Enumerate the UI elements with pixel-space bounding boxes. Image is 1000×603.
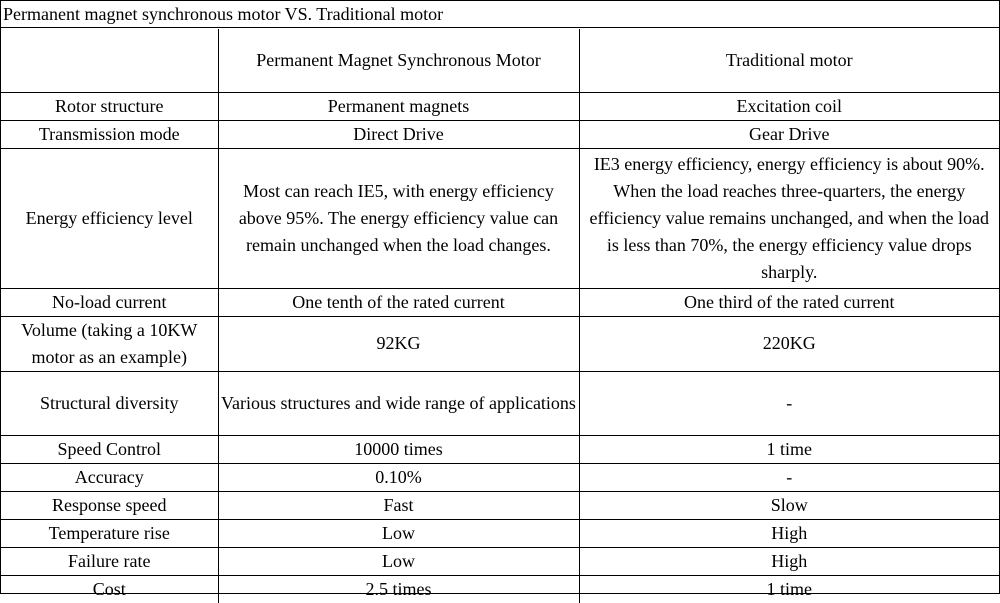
row-label: Rotor structure [1,92,218,120]
row-label: Failure rate [1,547,218,575]
pmsm-value: 92KG [218,316,579,371]
traditional-value: Excitation coil [579,92,999,120]
table-row [1,463,999,491]
traditional-value: One third of the rated current [579,288,999,316]
header-cell-empty [1,29,218,92]
comparison-table [1,29,999,603]
pmsm-value: 2.5 times [218,575,579,603]
pmsm-value: Fast [218,491,579,519]
header-cell-pmsm: Permanent Magnet Synchronous Motor [218,29,579,92]
table-row [1,371,999,435]
pmsm-value: Most can reach IE5, with energy efficiency above 95%. The energy efficiency value can remain unchanged when the load changes. [218,148,579,288]
table-title: Permanent magnet synchronous motor VS. Traditional motor [1,1,999,28]
row-label: No-load current [1,288,218,316]
header-cell-traditional: Traditional motor [579,29,999,92]
traditional-value: Gear Drive [579,120,999,148]
table-row [1,316,999,371]
table-row [1,575,999,603]
traditional-value: - [579,371,999,435]
table-row [1,519,999,547]
row-label: Cost [1,575,218,603]
traditional-value: High [579,547,999,575]
table-row [1,148,999,288]
table-row [1,547,999,575]
table-row [1,288,999,316]
pmsm-value: 0.10% [218,463,579,491]
traditional-value: IE3 energy efficiency, energy efficiency is about 90%. When the load reaches three-quarters, the energy efficiency value remains unchanged, and when the load is less than 70%, the energy efficiency value drops sharply. [579,148,999,288]
row-label: Speed Control [1,435,218,463]
pmsm-value: Low [218,547,579,575]
pmsm-value: 10000 times [218,435,579,463]
traditional-value: 1 time [579,435,999,463]
row-label: Response speed [1,491,218,519]
table-row [1,120,999,148]
row-label: Transmission mode [1,120,218,148]
header-row [1,29,999,92]
row-label: Energy efficiency level [1,148,218,288]
pmsm-value: Permanent magnets [218,92,579,120]
pmsm-value: Various structures and wide range of applications [218,371,579,435]
traditional-value: 220KG [579,316,999,371]
traditional-value: - [579,463,999,491]
pmsm-value: Low [218,519,579,547]
table-row [1,92,999,120]
table-row [1,491,999,519]
row-label: Structural diversity [1,371,218,435]
traditional-value: 1 time [579,575,999,603]
row-label: Temperature rise [1,519,218,547]
table-row [1,435,999,463]
pmsm-value: Direct Drive [218,120,579,148]
pmsm-value: One tenth of the rated current [218,288,579,316]
row-label: Accuracy [1,463,218,491]
traditional-value: High [579,519,999,547]
traditional-value: Slow [579,491,999,519]
row-label: Volume (taking a 10KW motor as an example) [1,316,218,371]
